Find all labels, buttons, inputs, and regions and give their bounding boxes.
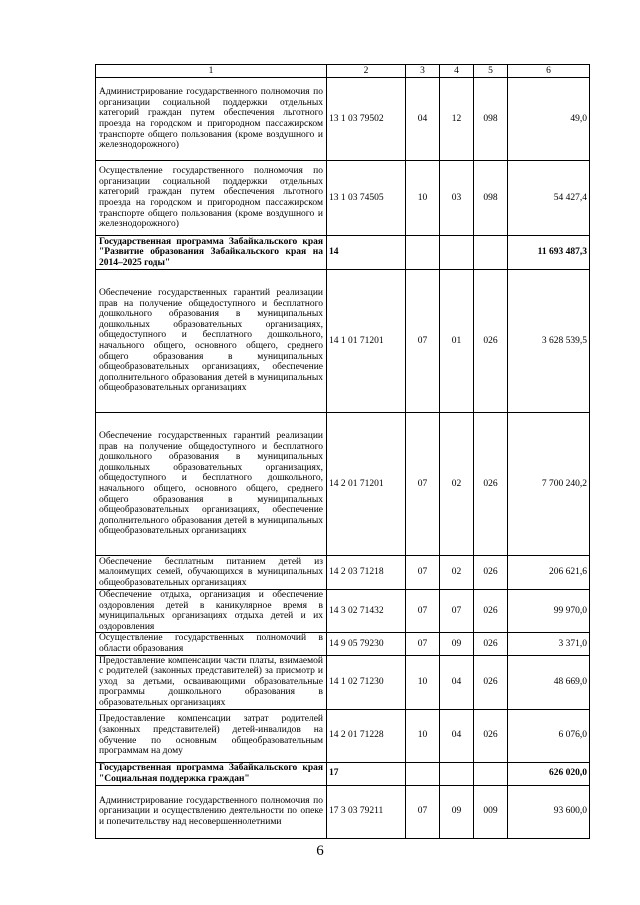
row-amount: 11 693 487,3 (508, 236, 590, 270)
row-expense-type (474, 762, 508, 785)
page-number: 6 (316, 843, 324, 859)
row-description: Обеспечение государственных гарантий реализации прав на получение общедоступного и бесплатного дошкольного образования в муниципальных дошкольных образовательных организациях, общедоступного и бесплатного дошкольного, начального общего, основного общего, среднего общего образования в муниципальных общеобразовательных организациях, обеспечение дополнительного образования детей в муниципальных общеобразовательных организациях (96, 413, 327, 556)
row-subsection (440, 762, 474, 785)
table-row (96, 556, 590, 590)
row-subsection: 09 (440, 785, 474, 838)
row-section: 07 (406, 270, 440, 413)
row-expense-type: 026 (474, 655, 508, 709)
table-row (96, 785, 590, 838)
row-subsection: 04 (440, 655, 474, 709)
row-target-code: 17 (327, 762, 406, 785)
row-subsection: 03 (440, 161, 474, 236)
row-section: 10 (406, 709, 440, 762)
row-amount: 3 628 539,5 (508, 270, 590, 413)
column-header: 3 (406, 65, 440, 78)
row-amount: 206 621,6 (508, 556, 590, 590)
row-target-code: 14 2 01 71228 (327, 709, 406, 762)
row-expense-type: 026 (474, 270, 508, 413)
row-description: Администрирование государственного полномочия по организации и осуществлению деятельности по опеке и попечительству над несовершеннолетними (96, 785, 327, 838)
row-amount: 93 600,0 (508, 785, 590, 838)
table-body (96, 65, 590, 839)
row-amount: 48 669,0 (508, 655, 590, 709)
column-header: 2 (327, 65, 406, 78)
row-target-code: 14 9 05 79230 (327, 633, 406, 655)
row-amount: 49,0 (508, 78, 590, 161)
row-subsection: 09 (440, 633, 474, 655)
budget-table-container (95, 64, 589, 839)
column-header: 5 (474, 65, 508, 78)
budget-table (95, 64, 590, 839)
column-header: 1 (96, 65, 327, 78)
row-subsection: 02 (440, 413, 474, 556)
row-target-code: 14 3 02 71432 (327, 590, 406, 633)
row-target-code: 14 2 01 71201 (327, 413, 406, 556)
row-description: Предоставление компенсации части платы, взимаемой с родителей (законных представителей) за присмотр и уход за детьми, осваивающими образовательные программы дошкольного образования в образовательных организациях (96, 655, 327, 709)
row-expense-type: 026 (474, 590, 508, 633)
row-description: Осуществление государственных полномочий в области образования (96, 633, 327, 655)
row-section: 07 (406, 785, 440, 838)
table-row (96, 590, 590, 633)
row-target-code: 14 1 02 71230 (327, 655, 406, 709)
row-description: Осуществление государственного полномочия по организации социальной поддержки отдельных категорий граждан путем обеспечения льготного проезда на городском и пригородном пассажирском транспорте общего пользования (кроме воздушного и железнодорожного) (96, 161, 327, 236)
row-amount: 7 700 240,2 (508, 413, 590, 556)
row-amount: 6 076,0 (508, 709, 590, 762)
row-subsection: 12 (440, 78, 474, 161)
row-section (406, 762, 440, 785)
row-section: 07 (406, 633, 440, 655)
table-row (96, 655, 590, 709)
table-row (96, 709, 590, 762)
row-subsection: 04 (440, 709, 474, 762)
row-target-code: 13 1 03 74505 (327, 161, 406, 236)
row-target-code: 14 1 01 71201 (327, 270, 406, 413)
row-description: Обеспечение государственных гарантий реализации прав на получение общедоступного и бесплатного дошкольного образования в муниципальных дошкольных образовательных организациях, общедоступного и бесплатного дошкольного, начального общего, основного общего, среднего общего образования в муниципальных общеобразовательных организациях, обеспечение дополнительного образования детей в муниципальных общеобразовательных организациях (96, 270, 327, 413)
row-subsection: 02 (440, 556, 474, 590)
row-target-code: 13 1 03 79502 (327, 78, 406, 161)
row-amount: 54 427,4 (508, 161, 590, 236)
row-description: Обеспечение отдыха, организация и обеспечение оздоровления детей в каникулярное время в муниципальных организациях отдыха детей и их оздоровления (96, 590, 327, 633)
row-expense-type: 026 (474, 556, 508, 590)
row-section: 07 (406, 556, 440, 590)
row-description: Обеспечение бесплатным питанием детей из малоимущих семей, обучающихся в муниципальных общеобразовательных организациях (96, 556, 327, 590)
row-description: Государственная программа Забайкальского края "Развитие образования Забайкальского края на 2014–2025 годы" (96, 236, 327, 270)
row-expense-type: 026 (474, 633, 508, 655)
row-expense-type: 026 (474, 413, 508, 556)
column-header: 4 (440, 65, 474, 78)
row-subsection: 07 (440, 590, 474, 633)
row-section: 10 (406, 161, 440, 236)
row-expense-type: 098 (474, 78, 508, 161)
row-section (406, 236, 440, 270)
program-row (96, 236, 590, 270)
row-target-code: 14 (327, 236, 406, 270)
table-row (96, 413, 590, 556)
column-header: 6 (508, 65, 590, 78)
row-expense-type: 098 (474, 161, 508, 236)
row-amount: 99 970,0 (508, 590, 590, 633)
row-subsection (440, 236, 474, 270)
row-description: Предоставление компенсации затрат родителей (законных представителей) детей-инвалидов на обучение по основным общеобразовательным программам на дому (96, 709, 327, 762)
table-row (96, 78, 590, 161)
row-expense-type: 009 (474, 785, 508, 838)
row-section: 07 (406, 590, 440, 633)
row-section: 04 (406, 78, 440, 161)
table-row (96, 270, 590, 413)
row-description: Администрирование государственного полномочия по организации социальной поддержки отдельных категорий граждан путем обеспечения льготного проезда на городском и пригородном пассажирском транспорте общего пользования (кроме воздушного и железнодорожного) (96, 78, 327, 161)
row-amount: 626 020,0 (508, 762, 590, 785)
row-description: Государственная программа Забайкальского края "Социальная поддержка граждан" (96, 762, 327, 785)
program-row (96, 762, 590, 785)
header-row (96, 65, 590, 78)
row-section: 07 (406, 413, 440, 556)
row-section: 10 (406, 655, 440, 709)
row-expense-type: 026 (474, 709, 508, 762)
row-target-code: 14 2 03 71218 (327, 556, 406, 590)
row-expense-type (474, 236, 508, 270)
row-amount: 3 371,0 (508, 633, 590, 655)
table-row (96, 161, 590, 236)
row-target-code: 17 3 03 79211 (327, 785, 406, 838)
row-subsection: 01 (440, 270, 474, 413)
table-row (96, 633, 590, 655)
